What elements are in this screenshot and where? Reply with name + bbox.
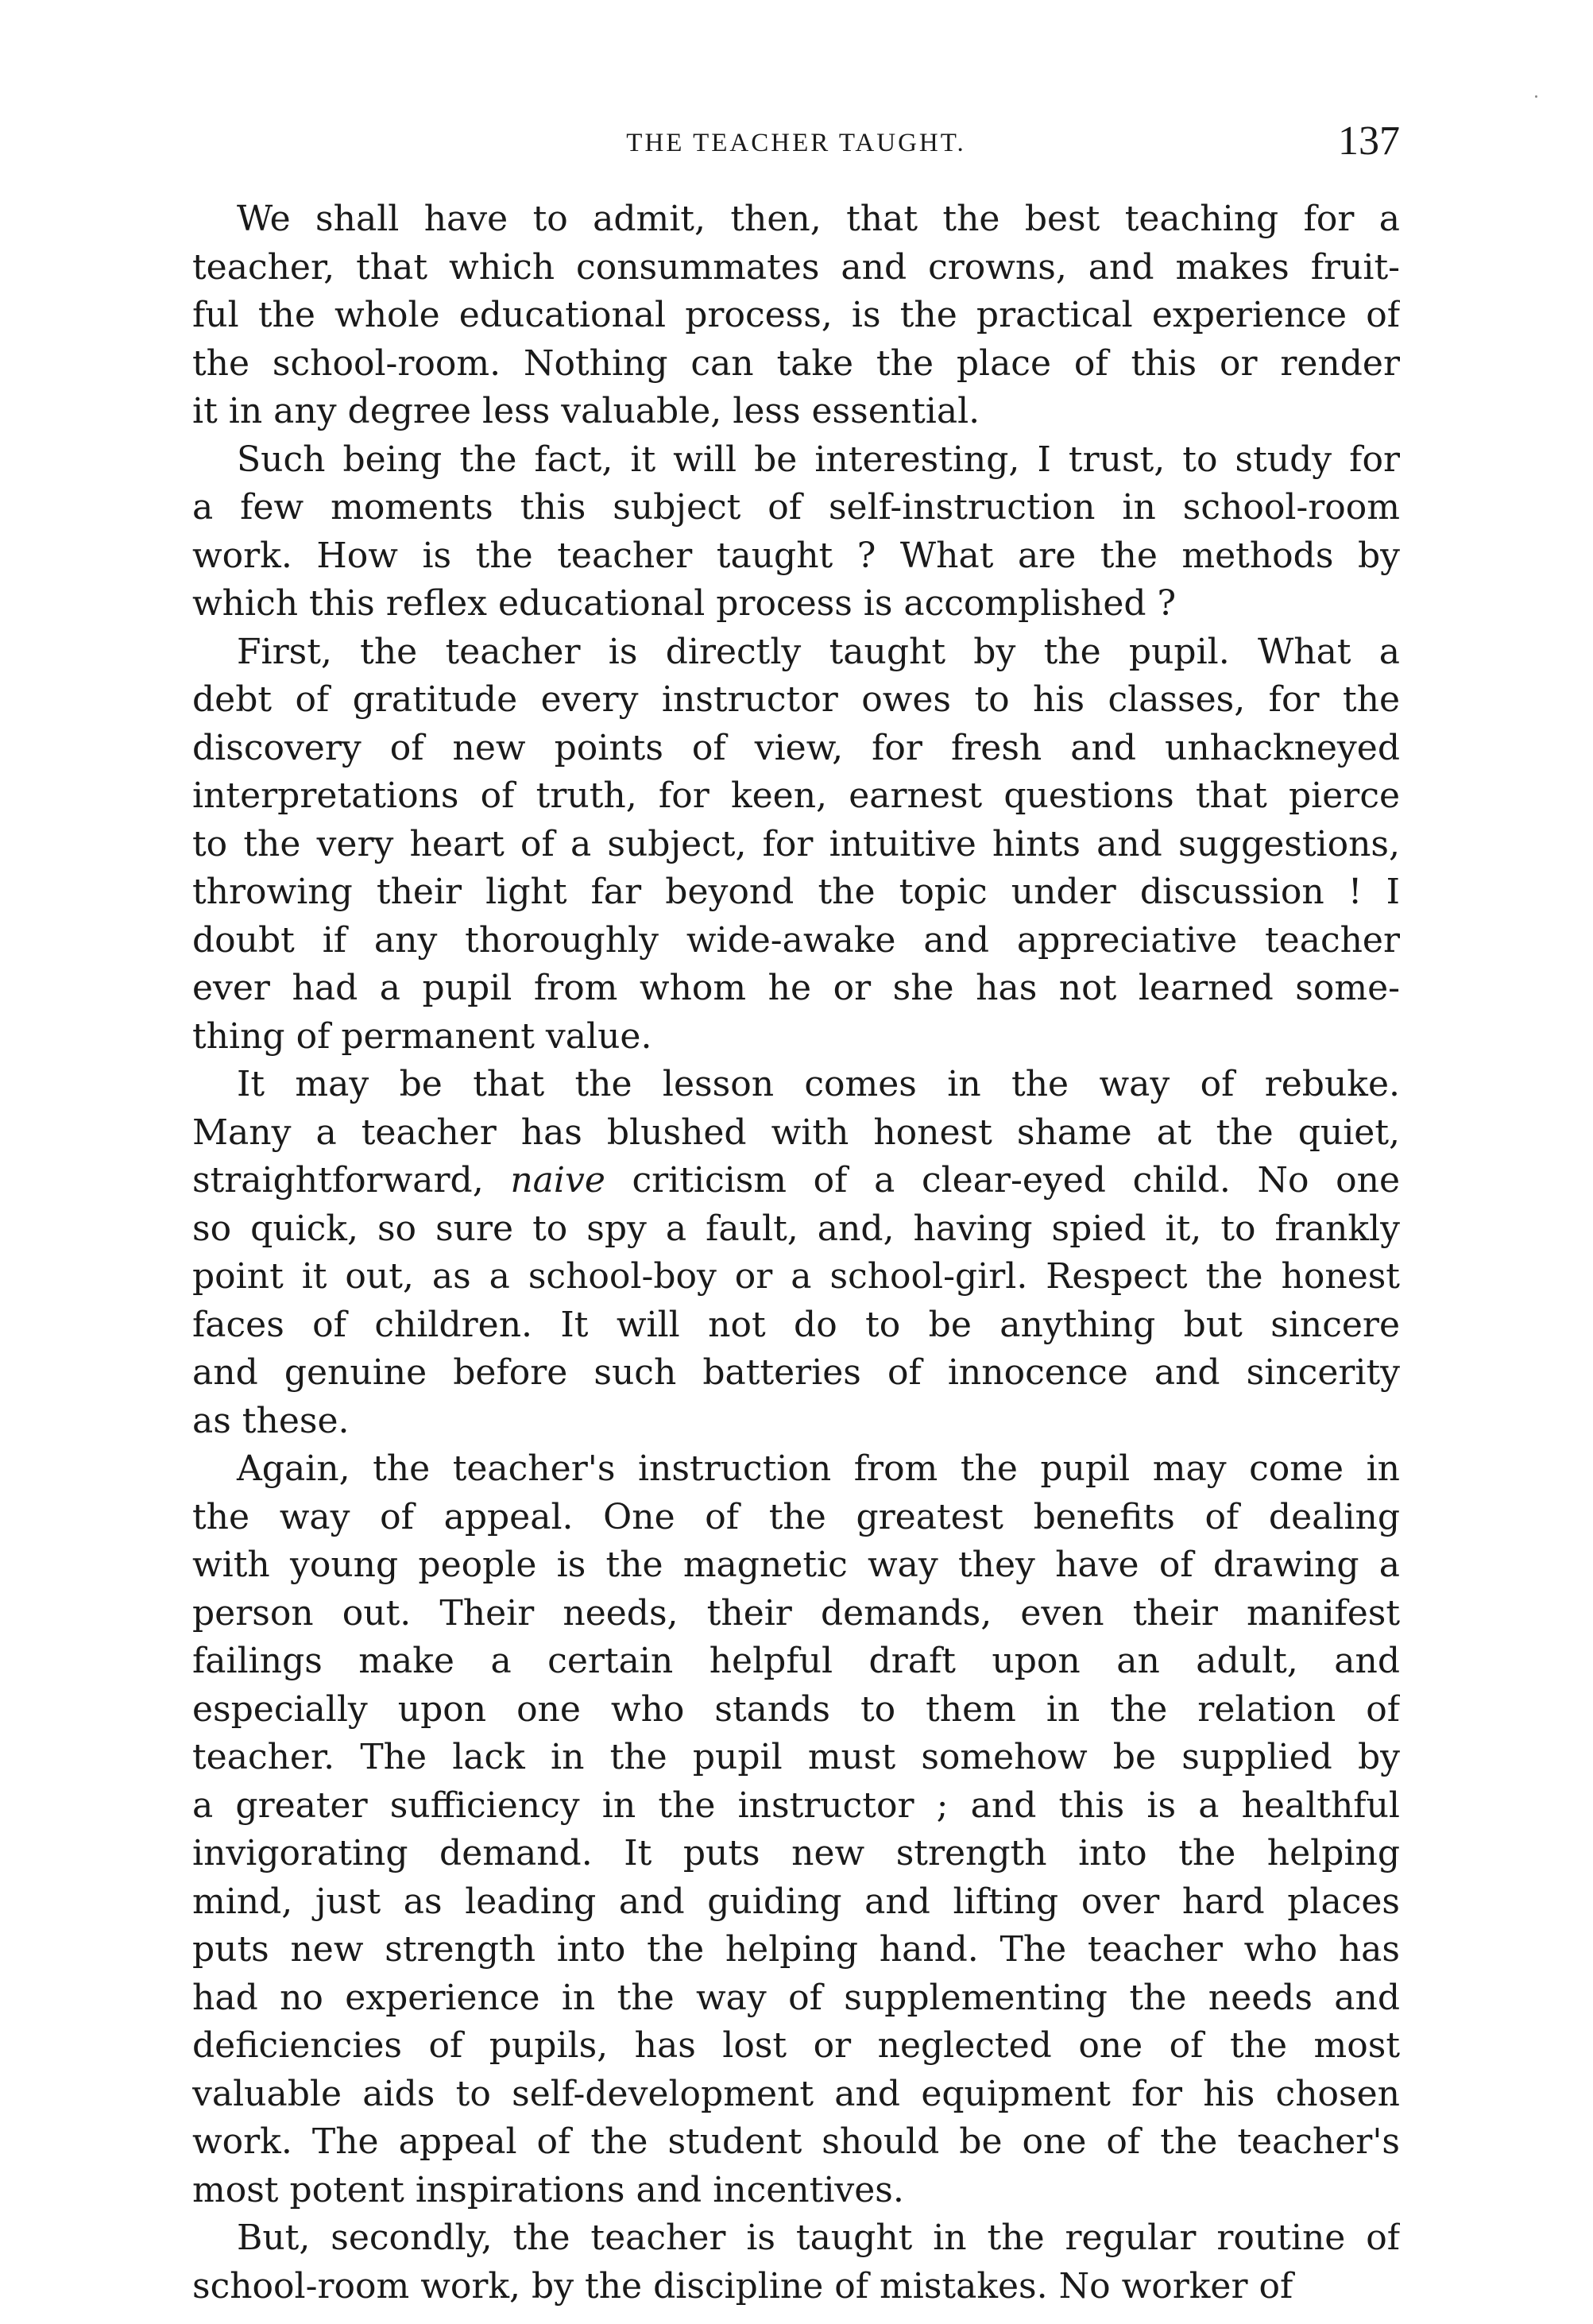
text-line: it in any degree less valuable, less essential. <box>192 391 980 431</box>
text-line: as these. <box>192 1400 350 1441</box>
text-line: teacher. The lack in the pupil must somehow be supplied by <box>192 1737 1400 1777</box>
page-body <box>192 195 1400 2310</box>
text-line: interpretations of truth, for keen, earnest questions that pierce <box>192 775 1400 816</box>
text-line: work. The appeal of the student should be one of the teacher's <box>192 2121 1400 2162</box>
text-line: faces of children. It will not do to be anything but sincere <box>192 1304 1400 1345</box>
text-line: valuable aids to self-development and equipment for his chosen <box>192 2073 1400 2114</box>
text-line: to the very heart of a subject, for intuitive hints and suggestions, <box>192 823 1400 864</box>
text-line: Many a teacher has blushed with honest shame at the quiet, <box>192 1112 1400 1153</box>
paragraph <box>192 195 1400 436</box>
text-line: school-room work, by the discipline of mistakes. No worker of <box>192 2265 1293 2307</box>
text-line: with young people is the magnetic way they have of drawing a <box>192 1545 1400 1585</box>
page-number: 137 <box>1338 118 1400 164</box>
text-line: puts new strength into the helping hand. The teacher who has <box>192 1929 1400 1970</box>
book-page <box>192 111 1400 2310</box>
italic-word: naive <box>510 1160 605 1201</box>
text-run: criticism of a clear-eyed child. No one <box>605 1160 1400 1201</box>
text-line: Such being the fact, it will be interesting, I trust, to study for <box>237 439 1400 480</box>
running-head: THE TEACHER TAUGHT. <box>626 129 966 157</box>
text-line: doubt if any thoroughly wide-awake and appreciative teacher <box>192 919 1400 961</box>
text-line: ful the whole educational process, is the practical experience of <box>192 295 1400 335</box>
text-line: especially upon one who stands to them in the relation of <box>192 1688 1400 1730</box>
text-line: mind, just as leading and guiding and lifting over hard places <box>192 1881 1400 1922</box>
text-line: a greater sufficiency in the instructor ; and this is a healthful <box>192 1785 1400 1826</box>
text-line: debt of gratitude every instructor owes to his classes, for the <box>192 679 1400 720</box>
page-header <box>192 111 1400 191</box>
text-line: But, secondly, the teacher is taught in the regular routine of <box>237 2218 1400 2258</box>
text-line: a few moments this subject of self-instruction in school-room <box>192 487 1400 528</box>
text-line: It may be that the lesson comes in the way of rebuke. <box>237 1064 1400 1104</box>
text-line: teacher, that which consummates and crowns, and makes fruit- <box>192 246 1400 288</box>
text-line: failings make a certain helpful draft upon an adult, and <box>192 1641 1400 1681</box>
scan-speck <box>1535 95 1537 98</box>
text-line: person out. Their needs, their demands, even their manifest <box>192 1592 1400 1634</box>
text-line: thing of permanent value. <box>192 1015 652 1057</box>
text-line: so quick, so sure to spy a fault, and, having spied it, to frankly <box>192 1208 1400 1249</box>
text-line: We shall have to admit, then, that the best teaching for a <box>237 199 1400 239</box>
text-line: and genuine before such batteries of innocence and sincerity <box>192 1352 1400 1393</box>
text-line: the school-room. Nothing can take the place of this or render <box>192 342 1400 384</box>
text-line: discovery of new points of view, for fresh and unhackneyed <box>192 727 1400 768</box>
text-line: work. How is the teacher taught ? What are the methods by <box>192 535 1400 576</box>
text-line: which this reflex educational process is accomplished ? <box>192 583 1177 624</box>
text-line: had no experience in the way of supplementing the needs and <box>192 1977 1400 2018</box>
text-line: deficiencies of pupils, has lost or neglected one of the most <box>192 2025 1400 2066</box>
text-line: ever had a pupil from whom he or she has not learned some- <box>192 968 1400 1008</box>
text-run: straightforward, <box>192 1160 511 1201</box>
text-line: throwing their light far beyond the topic under discussion ! I <box>192 872 1400 912</box>
text-line: First, the teacher is directly taught by the pupil. What a <box>237 631 1400 672</box>
paragraph <box>192 1061 1400 1445</box>
text-line: invigorating demand. It puts new strength into the helping <box>192 1833 1400 1874</box>
paragraph <box>192 2214 1400 2310</box>
paragraph <box>192 628 1400 1061</box>
text-line: the way of appeal. One of the greatest benefits of dealing <box>192 1496 1400 1537</box>
text-line: most potent inspirations and incentives. <box>192 2169 904 2210</box>
text-line <box>192 1157 1400 1205</box>
text-line: Again, the teacher's instruction from the pupil may come in <box>237 1448 1400 1489</box>
paragraph <box>192 1445 1400 2214</box>
paragraph <box>192 436 1400 628</box>
text-line: point it out, as a school-boy or a school-girl. Respect the honest <box>192 1256 1400 1297</box>
